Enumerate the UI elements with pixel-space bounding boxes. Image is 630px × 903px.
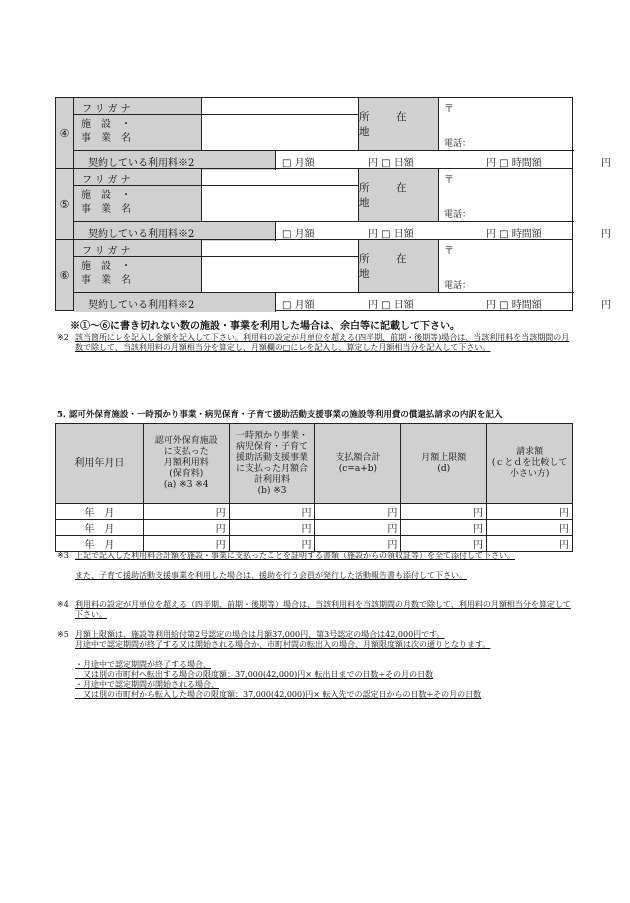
amount-cell-d[interactable]: 円 — [401, 536, 487, 552]
address-label: 所 在 地 — [359, 169, 439, 222]
address-field[interactable] — [439, 98, 574, 151]
fee-table — [55, 423, 573, 552]
note3-mark: ※3 — [57, 551, 69, 560]
zip-mark: 〒 — [444, 175, 454, 186]
address-field[interactable] — [439, 169, 574, 222]
amount-cell-c[interactable]: 円 — [315, 536, 401, 552]
note5-bullet2-detail: 又は別の市町村から転入した場合の限度額：37,000(42,000)円× 転入先での認定日からの日数÷その月の日数 — [75, 690, 482, 699]
header-line: 病児保育・子育て — [236, 441, 309, 452]
amount-cell-e[interactable]: 円 — [487, 504, 573, 520]
header-line: 月額利用料 — [163, 458, 209, 468]
header-line: (保育料) — [169, 469, 204, 479]
zip-mark: 〒 — [444, 104, 454, 115]
year-month-cell[interactable]: 年 月 — [56, 536, 144, 552]
header-line: 認可外保育施設 — [154, 436, 218, 446]
header-line: 月額上限額 — [421, 452, 467, 463]
note5-bullet1-detail: 又は別の市町村へ転出する場合の限度額：37,000(42,000)円× 転出日までの日数÷その月の日数 — [75, 670, 434, 679]
amount-cell-d[interactable]: 円 — [401, 504, 487, 520]
yen-label: 円 — [601, 300, 611, 311]
header-line: 支払額合計 — [335, 452, 381, 463]
header-line: (c=a+b) — [338, 463, 378, 474]
amount-cell-b[interactable]: 円 — [229, 504, 315, 520]
address-label: 所 在 地 — [359, 240, 439, 293]
monthly-checkbox[interactable]: □ 月額 — [282, 229, 315, 240]
header-a — [143, 424, 229, 504]
address-field[interactable] — [439, 240, 574, 293]
facility-name-field[interactable] — [202, 115, 359, 151]
header-c — [315, 424, 401, 504]
contract-fee-label: 契約している利用料※2 — [74, 151, 276, 170]
header-line: (b) ※3 — [257, 485, 287, 496]
note5-line1: 月額上限額は、施設等利用給付第2号認定の場合は月額37,000円、第3号認定の場合は42,000円です。 — [75, 630, 445, 639]
tel-label: 電話： — [444, 210, 472, 220]
amount-cell-c[interactable]: 円 — [315, 504, 401, 520]
year-month-cell[interactable]: 年 月 — [56, 520, 144, 536]
monthly-checkbox[interactable]: □ 月額 — [282, 158, 315, 169]
daily-checkbox[interactable]: 円 □ 日額 — [368, 158, 414, 169]
note5-bullet2: ・月途中で認定期間が開始される場合、 — [75, 680, 219, 689]
facility-block-6 — [55, 239, 611, 311]
header-line: 請求額 — [516, 447, 544, 457]
header-line: (a) ※3 ※4 — [163, 480, 209, 490]
furigana-field[interactable] — [202, 169, 359, 186]
tel-label: 電話： — [444, 281, 472, 291]
header-line: (ｃとｄを比較して — [491, 458, 568, 468]
daily-checkbox[interactable]: 円 □ 日額 — [368, 229, 414, 240]
header-line: 一時預かり事業・ — [236, 430, 309, 441]
header-e — [487, 424, 573, 504]
monthly-checkbox[interactable]: □ 月額 — [282, 300, 315, 311]
daily-checkbox[interactable]: 円 □ 日額 — [368, 300, 414, 311]
furigana-field[interactable] — [202, 98, 359, 115]
yen-label: 円 — [601, 229, 611, 240]
facility-number: ⑥ — [56, 240, 74, 310]
amount-cell-e[interactable]: 円 — [487, 536, 573, 552]
hourly-checkbox[interactable]: 円 □ 時間額 — [486, 158, 542, 169]
contract-fee-label: 契約している利用料※2 — [74, 293, 276, 312]
header-b — [229, 424, 315, 504]
header-line: 援助活動支援事業 — [236, 452, 309, 463]
tel-label: 電話： — [444, 139, 472, 149]
amount-cell-a[interactable]: 円 — [143, 536, 229, 552]
table-row — [56, 536, 573, 552]
header-line: (d) — [437, 463, 451, 474]
address-label: 所 在 地 — [359, 98, 439, 151]
note5-line2: 月途中で認定期間が終了する又は開始される場合か、市町村間の転出入の場合、月額限度額は次の通りとなります。 — [75, 640, 491, 649]
amount-cell-a[interactable]: 円 — [143, 520, 229, 536]
note4-text: 利用料の設定が月単位を超える（四半期、前期・後期等）場合は、当該利用料を当該期間の月数で除して、利用料の月額相当分を算定して下さい。 — [75, 600, 571, 619]
yen-label: 円 — [601, 158, 611, 169]
facility-number: ⑤ — [56, 169, 74, 239]
note3-line1: 上記で記入した利用料合計額を施設・事業に支払ったことを証明する書類（施設からの領収証等）を全て添付して下さい。 — [75, 551, 515, 560]
header-line: に支払った月額合 — [236, 463, 309, 474]
amount-cell-b[interactable]: 円 — [229, 520, 315, 536]
facility-block-4 — [55, 97, 611, 169]
note2-mark: ※2 — [57, 333, 69, 342]
furigana-label: フリガナ — [74, 169, 202, 186]
note5-mark: ※5 — [57, 630, 69, 639]
facility-name-label: 施 設 ・ 事 業 名 — [74, 186, 202, 222]
note4-mark: ※4 — [57, 600, 69, 609]
header-line: 計利用料 — [254, 474, 291, 485]
table-row — [56, 504, 573, 520]
facility-block-5 — [55, 168, 611, 240]
amount-cell-c[interactable]: 円 — [315, 520, 401, 536]
furigana-field[interactable] — [202, 240, 359, 257]
section5-title: 5. 認可外保育施設・一時預かり事業・病児保育・子育て援助活動支援事業の施設等利用費の償還払請求の内訳を記入 — [57, 410, 503, 420]
facility-name-field[interactable] — [202, 257, 359, 293]
header-line: に支払った — [163, 447, 209, 457]
hourly-checkbox[interactable]: 円 □ 時間額 — [486, 229, 542, 240]
note3-line2: また、子育て援助活動支援事業を利用した場合は、援助を行う会員が発行した活動報告書も添付して下さい。 — [75, 571, 467, 580]
facility-number: ④ — [56, 98, 74, 168]
contract-fee-label: 契約している利用料※2 — [74, 222, 276, 241]
note5-bullet1: ・月途中で認定期間が終了する場合、 — [75, 660, 211, 669]
facility-name-label: 施 設 ・ 事 業 名 — [74, 257, 202, 293]
facility-name-field[interactable] — [202, 186, 359, 222]
hourly-checkbox[interactable]: 円 □ 時間額 — [486, 300, 542, 311]
amount-cell-a[interactable]: 円 — [143, 504, 229, 520]
fee-row — [276, 293, 611, 312]
header-line: 小さい方) — [509, 469, 550, 479]
amount-cell-b[interactable]: 円 — [229, 536, 315, 552]
facility-name-label: 施 設 ・ 事 業 名 — [74, 115, 202, 151]
amount-cell-e[interactable]: 円 — [487, 520, 573, 536]
zip-mark: 〒 — [444, 246, 454, 257]
furigana-label: フリガナ — [74, 240, 202, 257]
furigana-label: フリガナ — [74, 98, 202, 115]
overflow-note: ※①～⑥に書き切れない数の施設・事業を利用した場合は、余白等に記載して下さい。 — [70, 321, 460, 332]
year-month-cell[interactable]: 年 月 — [56, 504, 144, 520]
note2-text: 該当箇所にレを記入し金額を記入して下さい。利用料の設定が月単位を超える(四半期、前期・後期等)場合は、当該利用料を当該期間の月数で除して、当該利用料の月額相当分を算定し、月額欄の□にレを記入し、算定した月額相当分を記入して下さい。 — [75, 333, 570, 352]
header-d — [401, 424, 487, 504]
amount-cell-d[interactable]: 円 — [401, 520, 487, 536]
table-row — [56, 520, 573, 536]
header-ym: 利用年月日 — [56, 424, 144, 504]
